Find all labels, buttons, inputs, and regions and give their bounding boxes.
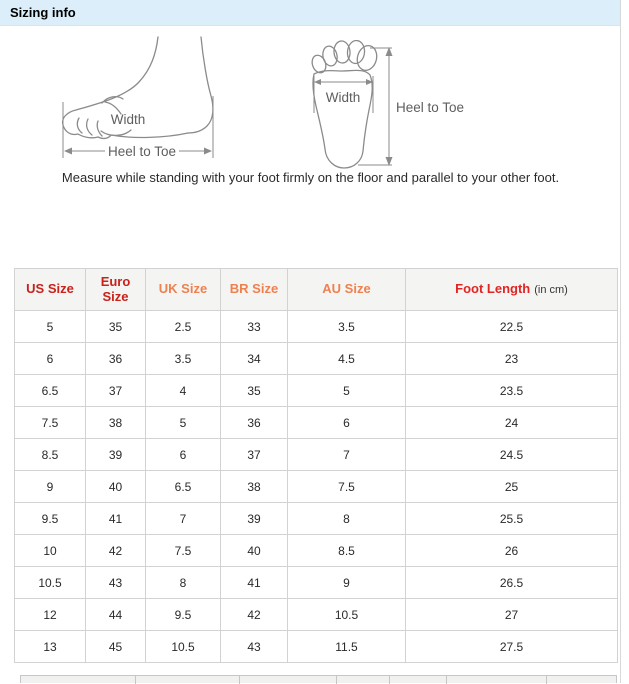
size-cell: 36 <box>221 407 288 439</box>
size-cell: 26 <box>406 535 618 567</box>
size-cell: 27 <box>406 599 618 631</box>
size-cell: 36 <box>86 343 146 375</box>
size-cell: 12 <box>15 599 86 631</box>
table-row <box>15 471 618 503</box>
size-cell: 6.5 <box>146 471 221 503</box>
title-bar <box>0 0 620 26</box>
foot-side-view-diagram <box>55 36 225 166</box>
size-cell: 42 <box>86 535 146 567</box>
column-header: BR Size <box>221 269 288 311</box>
diagram-area <box>0 26 621 268</box>
size-cell: 5 <box>288 375 406 407</box>
table-row <box>15 599 618 631</box>
table-row <box>15 503 618 535</box>
next-table-partial <box>20 675 617 683</box>
size-cell: 6 <box>15 343 86 375</box>
size-cell: 23 <box>406 343 618 375</box>
size-cell: 41 <box>86 503 146 535</box>
size-cell: 8.5 <box>288 535 406 567</box>
size-cell: 6 <box>146 439 221 471</box>
column-header: Foot Length (in cm) <box>406 269 618 311</box>
size-cell: 7 <box>146 503 221 535</box>
size-cell: 3.5 <box>288 311 406 343</box>
size-cell: 3.5 <box>146 343 221 375</box>
header-row <box>15 269 618 311</box>
size-cell: 6 <box>288 407 406 439</box>
size-cell: 7.5 <box>146 535 221 567</box>
size-cell: 39 <box>86 439 146 471</box>
size-table-head <box>15 269 618 311</box>
size-cell: 35 <box>221 375 288 407</box>
size-cell: 22.5 <box>406 311 618 343</box>
size-cell: 45 <box>86 631 146 663</box>
size-cell: 42 <box>221 599 288 631</box>
size-cell: 43 <box>86 567 146 599</box>
size-cell: 24 <box>406 407 618 439</box>
size-cell: 9.5 <box>146 599 221 631</box>
table-row <box>15 535 618 567</box>
size-cell: 10.5 <box>146 631 221 663</box>
table-row <box>15 375 618 407</box>
sole-heel-to-toe-label: Heel to Toe <box>396 100 465 115</box>
size-cell: 37 <box>86 375 146 407</box>
size-cell: 9 <box>15 471 86 503</box>
column-header: US Size <box>15 269 86 311</box>
size-cell: 8 <box>288 503 406 535</box>
size-cell: 35 <box>86 311 146 343</box>
size-cell: 5 <box>146 407 221 439</box>
page-title: Sizing info <box>10 5 76 20</box>
size-table-body <box>15 311 618 663</box>
size-cell: 23.5 <box>406 375 618 407</box>
sole-width-label: Width <box>325 90 361 105</box>
size-cell: 7.5 <box>15 407 86 439</box>
size-cell: 40 <box>221 535 288 567</box>
size-cell: 8 <box>146 567 221 599</box>
table-row <box>15 631 618 663</box>
column-header: UK Size <box>146 269 221 311</box>
measurement-instruction: Measure while standing with your foot firmly on the floor and parallel to your other foot. <box>61 170 560 185</box>
table-row <box>15 311 618 343</box>
table-row <box>15 343 618 375</box>
size-cell: 25.5 <box>406 503 618 535</box>
table-row <box>15 567 618 599</box>
size-cell: 43 <box>221 631 288 663</box>
size-cell: 4.5 <box>288 343 406 375</box>
size-cell: 39 <box>221 503 288 535</box>
table-row <box>15 407 618 439</box>
size-cell: 10.5 <box>288 599 406 631</box>
size-cell: 6.5 <box>15 375 86 407</box>
size-cell: 2.5 <box>146 311 221 343</box>
size-cell: 37 <box>221 439 288 471</box>
size-cell: 9.5 <box>15 503 86 535</box>
size-cell: 38 <box>86 407 146 439</box>
column-header: AU Size <box>288 269 406 311</box>
size-cell: 41 <box>221 567 288 599</box>
size-cell: 10 <box>15 535 86 567</box>
size-cell: 7.5 <box>288 471 406 503</box>
size-cell: 38 <box>221 471 288 503</box>
foot-bottom-view-diagram <box>292 40 467 175</box>
column-header: Euro Size <box>86 269 146 311</box>
size-cell: 26.5 <box>406 567 618 599</box>
size-cell: 34 <box>221 343 288 375</box>
size-cell: 25 <box>406 471 618 503</box>
size-cell: 9 <box>288 567 406 599</box>
side-heel-to-toe-label: Heel to Toe <box>107 144 177 159</box>
size-cell: 27.5 <box>406 631 618 663</box>
size-cell: 10.5 <box>15 567 86 599</box>
size-cell: 7 <box>288 439 406 471</box>
size-cell: 33 <box>221 311 288 343</box>
size-cell: 13 <box>15 631 86 663</box>
size-cell: 4 <box>146 375 221 407</box>
side-width-label: Width <box>110 112 146 127</box>
size-table <box>14 268 618 663</box>
size-cell: 5 <box>15 311 86 343</box>
size-cell: 44 <box>86 599 146 631</box>
size-cell: 40 <box>86 471 146 503</box>
size-cell: 24.5 <box>406 439 618 471</box>
size-cell: 11.5 <box>288 631 406 663</box>
size-cell: 8.5 <box>15 439 86 471</box>
table-row <box>15 439 618 471</box>
